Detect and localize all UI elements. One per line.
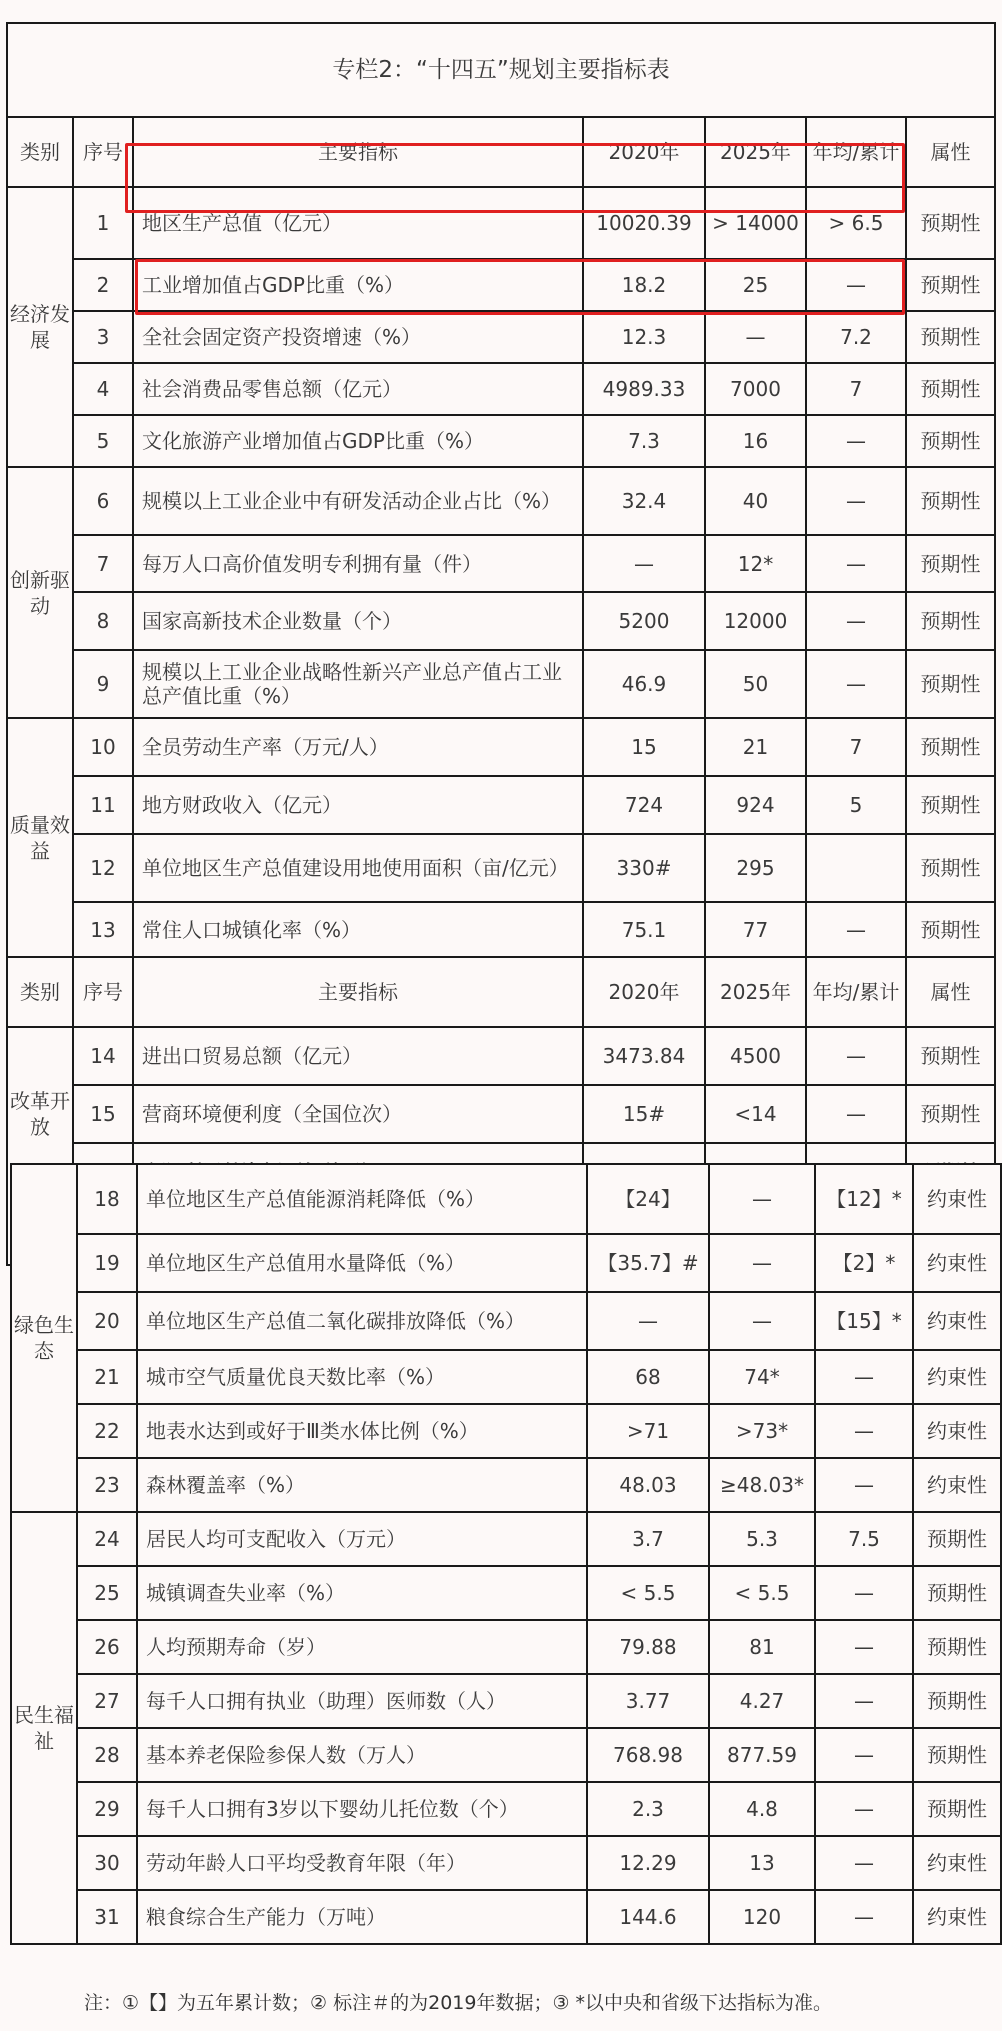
category-cell: 改革开放 bbox=[7, 1027, 73, 1265]
value-2020-cell: 【35.7】# bbox=[587, 1234, 709, 1292]
value-2025-cell: 74* bbox=[709, 1350, 815, 1404]
indicator-cell: 地方财政收入（亿元） bbox=[133, 776, 583, 834]
value-2025-cell: 21 bbox=[705, 718, 806, 776]
table-row bbox=[7, 535, 995, 592]
value-2020-cell: 724 bbox=[583, 776, 705, 834]
attr-cell: 预期性 bbox=[906, 363, 995, 415]
value-2025-cell: 877.59 bbox=[709, 1728, 815, 1782]
value-2025-cell: 12* bbox=[705, 535, 806, 592]
attr-cell: 预期性 bbox=[906, 467, 995, 535]
seq-cell: 18 bbox=[77, 1164, 137, 1234]
category-cell: 绿色生态 bbox=[11, 1164, 77, 1512]
seq-cell: 5 bbox=[73, 415, 133, 467]
value-2025-cell: < 5.5 bbox=[709, 1566, 815, 1620]
value-2020-cell: 68 bbox=[587, 1350, 709, 1404]
indicator-cell: 社会消费品零售总额（亿元） bbox=[133, 363, 583, 415]
value-2020-cell: 7.3 bbox=[583, 415, 705, 467]
value-2020-cell: 330# bbox=[583, 834, 705, 902]
value-2020-cell: 144.6 bbox=[587, 1890, 709, 1944]
seq-cell: 9 bbox=[73, 650, 133, 718]
seq-cell: 10 bbox=[73, 718, 133, 776]
value-2020-cell: 2.3 bbox=[587, 1782, 709, 1836]
value-2020-cell: 4989.33 bbox=[583, 363, 705, 415]
header-row-repeat bbox=[7, 957, 995, 1027]
header-indicator: 主要指标 bbox=[133, 117, 583, 187]
table-row bbox=[7, 650, 995, 718]
indicator-cell: 城镇调查失业率（%） bbox=[137, 1566, 587, 1620]
table-row bbox=[11, 1890, 1001, 1944]
header-2020: 2020年 bbox=[583, 957, 705, 1027]
value-2020-cell: 10020.39 bbox=[583, 187, 705, 259]
seq-cell: 4 bbox=[73, 363, 133, 415]
attr-cell: 预期性 bbox=[906, 592, 995, 650]
avg-cell: — bbox=[806, 259, 906, 311]
table-row bbox=[11, 1234, 1001, 1292]
avg-cell: 【2】* bbox=[815, 1234, 913, 1292]
seq-cell: 7 bbox=[73, 535, 133, 592]
indicator-cell: 规模以上工业企业战略性新兴产业总产值占工业总产值比重（%） bbox=[133, 650, 583, 718]
header-seq: 序号 bbox=[73, 117, 133, 187]
indicator-cell: 文化旅游产业增加值占GDP比重（%） bbox=[133, 415, 583, 467]
indicator-cell: 单位地区生产总值用水量降低（%） bbox=[137, 1234, 587, 1292]
value-2025-cell: 40 bbox=[705, 467, 806, 535]
value-2025-cell: 4.27 bbox=[709, 1674, 815, 1728]
table-row bbox=[11, 1164, 1001, 1234]
value-2025-cell: — bbox=[705, 311, 806, 363]
table-row bbox=[11, 1836, 1001, 1890]
attr-cell: 预期性 bbox=[906, 776, 995, 834]
value-2025-cell: 13 bbox=[709, 1836, 815, 1890]
avg-cell: — bbox=[815, 1620, 913, 1674]
attr-cell: 预期性 bbox=[906, 187, 995, 259]
attr-cell: 预期性 bbox=[913, 1620, 1001, 1674]
indicator-cell: 单位地区生产总值能源消耗降低（%） bbox=[137, 1164, 587, 1234]
indicator-cell: 工业增加值占GDP比重（%） bbox=[133, 259, 583, 311]
indicator-cell: 每千人口拥有3岁以下婴幼儿托位数（个） bbox=[137, 1782, 587, 1836]
value-2025-cell: ≥48.03* bbox=[709, 1458, 815, 1512]
table-row bbox=[7, 776, 995, 834]
header-2025: 2025年 bbox=[705, 957, 806, 1027]
table-row bbox=[7, 259, 995, 311]
category-cell: 民生福祉 bbox=[11, 1512, 77, 1944]
value-2020-cell: < 5.5 bbox=[587, 1566, 709, 1620]
table-row bbox=[7, 363, 995, 415]
value-2020-cell: 18.2 bbox=[583, 259, 705, 311]
avg-cell: 7.2 bbox=[806, 311, 906, 363]
avg-cell: — bbox=[806, 650, 906, 718]
header-category: 类别 bbox=[7, 957, 73, 1027]
seq-cell: 23 bbox=[77, 1458, 137, 1512]
value-2025-cell: — bbox=[709, 1292, 815, 1350]
attr-cell: 预期性 bbox=[913, 1512, 1001, 1566]
value-2020-cell: 12.29 bbox=[587, 1836, 709, 1890]
indicator-cell: 基本养老保险参保人数（万人） bbox=[137, 1728, 587, 1782]
seq-cell: 19 bbox=[77, 1234, 137, 1292]
table-row bbox=[7, 1027, 995, 1085]
footnote: 注：①【】为五年累计数；② 标注＃的为2019年数据；③ *以中央和省级下达指标为准。 bbox=[84, 1992, 833, 2014]
header-category: 类别 bbox=[7, 117, 73, 187]
seq-cell: 8 bbox=[73, 592, 133, 650]
indicator-cell: 全社会固定资产投资增速（%） bbox=[133, 311, 583, 363]
attr-cell: 预期性 bbox=[906, 1085, 995, 1143]
value-2020-cell: 【24】 bbox=[587, 1164, 709, 1234]
table-row bbox=[11, 1620, 1001, 1674]
indicator-cell: 全员劳动生产率（万元/人） bbox=[133, 718, 583, 776]
avg-cell: — bbox=[806, 1027, 906, 1085]
header-avg: 年均/累计 bbox=[806, 957, 906, 1027]
attr-cell: 约束性 bbox=[913, 1890, 1001, 1944]
value-2020-cell: 768.98 bbox=[587, 1728, 709, 1782]
avg-cell: — bbox=[815, 1404, 913, 1458]
avg-cell: 5 bbox=[806, 776, 906, 834]
value-2025-cell: — bbox=[709, 1234, 815, 1292]
table-row bbox=[7, 902, 995, 957]
attr-cell: 约束性 bbox=[913, 1164, 1001, 1234]
avg-cell: — bbox=[806, 902, 906, 957]
avg-cell: — bbox=[815, 1674, 913, 1728]
avg-cell bbox=[806, 834, 906, 902]
seq-cell: 13 bbox=[73, 902, 133, 957]
value-2025-cell: 4.8 bbox=[709, 1782, 815, 1836]
value-2020-cell: 75.1 bbox=[583, 902, 705, 957]
attr-cell: 预期性 bbox=[906, 415, 995, 467]
attr-cell: 预期性 bbox=[906, 718, 995, 776]
indicator-cell: 居民人均可支配收入（万元） bbox=[137, 1512, 587, 1566]
avg-cell: — bbox=[806, 592, 906, 650]
indicator-cell: 单位地区生产总值二氧化碳排放降低（%） bbox=[137, 1292, 587, 1350]
value-2020-cell: 46.9 bbox=[583, 650, 705, 718]
category-cell: 创新驱动 bbox=[7, 467, 73, 718]
avg-cell: > 6.5 bbox=[806, 187, 906, 259]
indicator-cell: 每万人口高价值发明专利拥有量（件） bbox=[133, 535, 583, 592]
value-2025-cell: 295 bbox=[705, 834, 806, 902]
table-row bbox=[11, 1292, 1001, 1350]
avg-cell: — bbox=[806, 1085, 906, 1143]
table-row bbox=[11, 1404, 1001, 1458]
indicator-cell: 城市空气质量优良天数比率（%） bbox=[137, 1350, 587, 1404]
attr-cell: 预期性 bbox=[913, 1782, 1001, 1836]
avg-cell: — bbox=[815, 1566, 913, 1620]
avg-cell: — bbox=[815, 1836, 913, 1890]
table-row bbox=[7, 187, 995, 259]
seq-cell: 28 bbox=[77, 1728, 137, 1782]
value-2020-cell: 3473.84 bbox=[583, 1027, 705, 1085]
seq-cell: 25 bbox=[77, 1566, 137, 1620]
value-2020-cell: 12.3 bbox=[583, 311, 705, 363]
table-row bbox=[11, 1512, 1001, 1566]
value-2020-cell: 3.77 bbox=[587, 1674, 709, 1728]
avg-cell: — bbox=[815, 1782, 913, 1836]
attr-cell: 预期性 bbox=[913, 1728, 1001, 1782]
avg-cell: — bbox=[806, 467, 906, 535]
seq-cell: 31 bbox=[77, 1890, 137, 1944]
seq-cell: 6 bbox=[73, 467, 133, 535]
table-row bbox=[7, 718, 995, 776]
value-2025-cell: 4500 bbox=[705, 1027, 806, 1085]
attr-cell: 预期性 bbox=[913, 1674, 1001, 1728]
attr-cell: 约束性 bbox=[913, 1458, 1001, 1512]
seq-cell: 30 bbox=[77, 1836, 137, 1890]
value-2025-cell: 81 bbox=[709, 1620, 815, 1674]
value-2020-cell: 15 bbox=[583, 718, 705, 776]
avg-cell: 7 bbox=[806, 718, 906, 776]
seq-cell: 29 bbox=[77, 1782, 137, 1836]
indicator-table-part1 bbox=[6, 22, 996, 1266]
value-2025-cell: <14 bbox=[705, 1085, 806, 1143]
seq-cell: 15 bbox=[73, 1085, 133, 1143]
table-title: 专栏2：“十四五”规划主要指标表 bbox=[7, 23, 995, 117]
category-cell: 经济发展 bbox=[7, 187, 73, 467]
table-row bbox=[11, 1458, 1001, 1512]
avg-cell: — bbox=[815, 1458, 913, 1512]
indicator-cell: 地表水达到或好于Ⅲ类水体比例（%） bbox=[137, 1404, 587, 1458]
avg-cell: — bbox=[815, 1890, 913, 1944]
attr-cell: 预期性 bbox=[913, 1566, 1001, 1620]
attr-cell: 预期性 bbox=[906, 650, 995, 718]
indicator-cell: 进出口贸易总额（亿元） bbox=[133, 1027, 583, 1085]
header-2025: 2025年 bbox=[705, 117, 806, 187]
avg-cell: 7 bbox=[806, 363, 906, 415]
indicator-cell: 营商环境便利度（全国位次） bbox=[133, 1085, 583, 1143]
seq-cell: 20 bbox=[77, 1292, 137, 1350]
indicator-cell: 每千人口拥有执业（助理）医师数（人） bbox=[137, 1674, 587, 1728]
attr-cell: 预期性 bbox=[906, 1027, 995, 1085]
avg-cell: 7.5 bbox=[815, 1512, 913, 1566]
indicator-cell: 规模以上工业企业中有研发活动企业占比（%） bbox=[133, 467, 583, 535]
indicator-cell: 森林覆盖率（%） bbox=[137, 1458, 587, 1512]
header-avg: 年均/累计 bbox=[806, 117, 906, 187]
attr-cell: 预期性 bbox=[906, 902, 995, 957]
header-seq: 序号 bbox=[73, 957, 133, 1027]
indicator-cell: 国家高新技术企业数量（个） bbox=[133, 592, 583, 650]
table-row bbox=[11, 1566, 1001, 1620]
seq-cell: 12 bbox=[73, 834, 133, 902]
attr-cell: 预期性 bbox=[906, 535, 995, 592]
value-2020-cell: 3.7 bbox=[587, 1512, 709, 1566]
value-2025-cell: 120 bbox=[709, 1890, 815, 1944]
table-row bbox=[7, 467, 995, 535]
value-2025-cell: 924 bbox=[705, 776, 806, 834]
table-row bbox=[7, 311, 995, 363]
seq-cell: 11 bbox=[73, 776, 133, 834]
avg-cell: — bbox=[815, 1728, 913, 1782]
seq-cell: 26 bbox=[77, 1620, 137, 1674]
table-row bbox=[11, 1782, 1001, 1836]
table-row bbox=[7, 834, 995, 902]
indicator-table-part2 bbox=[10, 1163, 1002, 1945]
value-2020-cell: 48.03 bbox=[587, 1458, 709, 1512]
indicator-cell: 劳动年龄人口平均受教育年限（年） bbox=[137, 1836, 587, 1890]
value-2025-cell: >73* bbox=[709, 1404, 815, 1458]
table-row bbox=[11, 1728, 1001, 1782]
value-2025-cell: — bbox=[709, 1164, 815, 1234]
attr-cell: 约束性 bbox=[913, 1836, 1001, 1890]
table-row bbox=[11, 1350, 1001, 1404]
value-2025-cell: > 14000 bbox=[705, 187, 806, 259]
avg-cell: — bbox=[806, 535, 906, 592]
value-2025-cell: 50 bbox=[705, 650, 806, 718]
indicator-cell: 常住人口城镇化率（%） bbox=[133, 902, 583, 957]
value-2020-cell: 32.4 bbox=[583, 467, 705, 535]
header-attr: 属性 bbox=[906, 117, 995, 187]
value-2025-cell: 5.3 bbox=[709, 1512, 815, 1566]
header-row bbox=[7, 117, 995, 187]
value-2020-cell: >71 bbox=[587, 1404, 709, 1458]
attr-cell: 预期性 bbox=[906, 311, 995, 363]
indicator-cell: 地区生产总值（亿元） bbox=[133, 187, 583, 259]
seq-cell: 27 bbox=[77, 1674, 137, 1728]
value-2020-cell: 79.88 bbox=[587, 1620, 709, 1674]
seq-cell: 1 bbox=[73, 187, 133, 259]
avg-cell: — bbox=[815, 1350, 913, 1404]
table-row bbox=[7, 415, 995, 467]
seq-cell: 24 bbox=[77, 1512, 137, 1566]
header-2020: 2020年 bbox=[583, 117, 705, 187]
avg-cell: — bbox=[806, 415, 906, 467]
attr-cell: 预期性 bbox=[906, 259, 995, 311]
avg-cell: 【12】* bbox=[815, 1164, 913, 1234]
value-2025-cell: 7000 bbox=[705, 363, 806, 415]
avg-cell: 【15】* bbox=[815, 1292, 913, 1350]
value-2020-cell: 15# bbox=[583, 1085, 705, 1143]
attr-cell: 约束性 bbox=[913, 1404, 1001, 1458]
seq-cell: 3 bbox=[73, 311, 133, 363]
header-attr: 属性 bbox=[906, 957, 995, 1027]
indicator-cell: 单位地区生产总值建设用地使用面积（亩/亿元） bbox=[133, 834, 583, 902]
attr-cell: 约束性 bbox=[913, 1234, 1001, 1292]
table-row bbox=[11, 1674, 1001, 1728]
header-indicator: 主要指标 bbox=[133, 957, 583, 1027]
value-2025-cell: 25 bbox=[705, 259, 806, 311]
seq-cell: 14 bbox=[73, 1027, 133, 1085]
value-2020-cell: 5200 bbox=[583, 592, 705, 650]
value-2020-cell: — bbox=[587, 1292, 709, 1350]
value-2025-cell: 16 bbox=[705, 415, 806, 467]
attr-cell: 约束性 bbox=[913, 1350, 1001, 1404]
seq-cell: 22 bbox=[77, 1404, 137, 1458]
value-2025-cell: 12000 bbox=[705, 592, 806, 650]
category-cell: 质量效益 bbox=[7, 718, 73, 957]
attr-cell: 约束性 bbox=[913, 1292, 1001, 1350]
value-2020-cell: — bbox=[583, 535, 705, 592]
table-row bbox=[7, 592, 995, 650]
indicator-cell: 粮食综合生产能力（万吨） bbox=[137, 1890, 587, 1944]
seq-cell: 2 bbox=[73, 259, 133, 311]
value-2025-cell: 77 bbox=[705, 902, 806, 957]
indicator-cell: 人均预期寿命（岁） bbox=[137, 1620, 587, 1674]
table-row bbox=[7, 1085, 995, 1143]
seq-cell: 21 bbox=[77, 1350, 137, 1404]
attr-cell: 预期性 bbox=[906, 834, 995, 902]
